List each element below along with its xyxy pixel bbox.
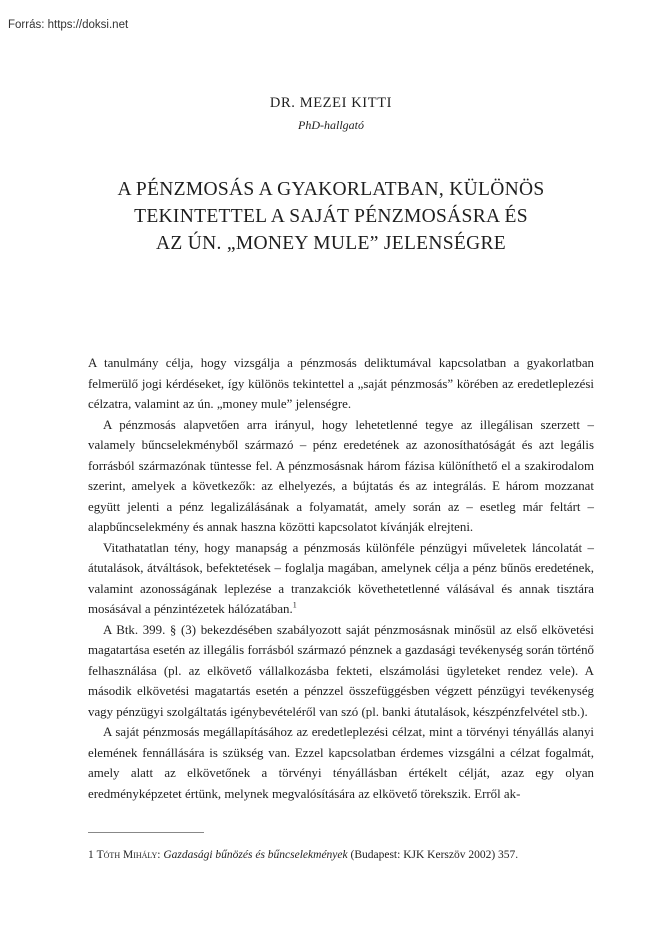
author-name: DR. MEZEI KITTI (269, 95, 393, 111)
footnote-reference[interactable]: 1 (292, 600, 297, 610)
title-line: AZ ÚN. „MONEY MULE” JELENSÉGRE (155, 233, 507, 254)
article-title (80, 176, 582, 257)
footnote-details: (Budapest: KJK Kerszöv 2002) 357. (350, 849, 519, 861)
paragraph: A Btk. 399. § (3) bekezdésében szabályozott saját pénzmosásnak minősül az első elkövetési magatartása esetén az illegális forrásból származó pénznek a gazdasági tevékenység során történő felhasználása (pl. az elkövető vállalkozásba fekteti, elszámolási ügyleteket rendez vele). A második elkövetési magatartás esetén a pénzzel összefüggésben végzett pénzügyi tevékenység vagy pénzügyi szolgáltatás igénybevételéről van szó (pl. banki átutalások, készpénzfelvétel stb.). (88, 622, 594, 719)
author-role: PhD-hallgató (298, 118, 364, 132)
paragraph-text: Vitathatatlan tény, hogy manapság a pénzmosás különféle pénzügyi műveletek láncolatát – átutalások, átváltások, befektetések – foglalja magában, amelynek célja a pénz bűnös eredetének, valamint azonosságának leplezése a tranzakciók követhetetlenné válásával és annak tisztára mosásával a pénzintézetek hálózatában. (88, 540, 594, 616)
footnote-author: Tóth Mihály: (96, 849, 161, 861)
title-line: TEKINTETTEL A SAJÁT PÉNZMOSÁSRA ÉS (134, 206, 528, 227)
paragraph-abstract: A tanulmány célja, hogy vizsgálja a pénzmosás deliktumával kapcsolatban a gyakorlatban felmerülő jogi kérdéseket, így különös tekintettel a „saját pénzmosás” körében az eredetleplezési célzatra, valamint az ún. „money mule” jelenségre. (88, 356, 594, 411)
paragraph: A pénzmosás alapvetően arra irányul, hogy lehetetlenné tegye az illegálisan szerzett – valamely bűncselekményből származó – pénz eredetének az azonosíthatóságát és azt legális forrásból származónak tüntesse fel. A pénzmosásnak három fázisa különíthető el a szakirodalom szerint, amelyek a következők: az elhelyezés, a bújtatás és az integrálás. E három mozzanat együtt jelenti a pénz legalizálásának a folyamatát, amely során az – esetleg már feltárt – alapbűncselekmény és annak haszna közötti kapcsolatot kívánják elrejteni. (88, 417, 594, 534)
title-line: A PÉNZMOSÁS A GYAKORLATBAN, KÜLÖNÖS (117, 179, 545, 200)
footnote-number: 1 (88, 849, 94, 861)
paragraph: A saját pénzmosás megállapításához az eredetleplezési célzat, mint a törvényi tényállás alanyi elemének fennállására is szükség van. Ezzel kapcsolatban érdemes vizsgálni a célzat fogalmát, amely alatt az elkövetőnek a törvényi tényállásban értékelt célját, azaz egy olyan eredményképzetet értünk, melynek megvalósítására az elkövető törekszik. Erről ak- (88, 725, 594, 801)
article-body (88, 353, 594, 804)
source-label: Forrás: https://doksi.net (8, 19, 129, 31)
paragraph (88, 538, 594, 620)
footnote-divider (88, 832, 204, 833)
footnote-work: Gazdasági bűnözés és bűncselekmények (163, 849, 348, 861)
footnote (88, 848, 594, 863)
